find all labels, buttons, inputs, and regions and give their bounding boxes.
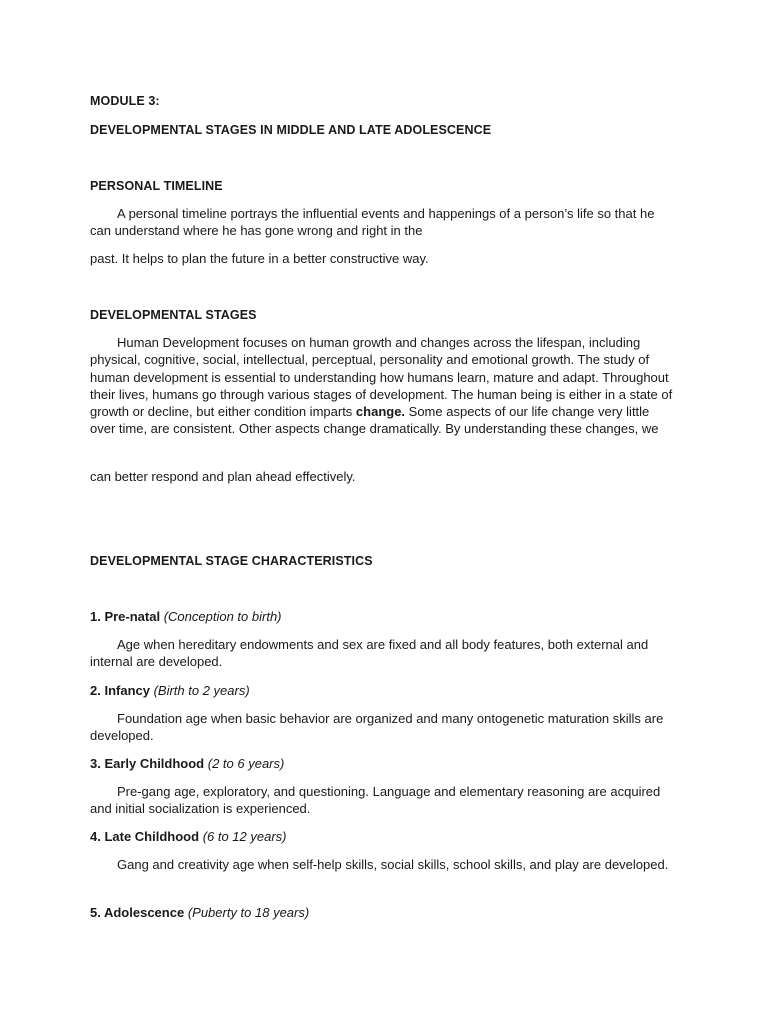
stage-title [90, 904, 678, 921]
characteristics-heading: DEVELOPMENTAL STAGE CHARACTERISTICS [90, 554, 373, 568]
stage-age-range: (Birth to 2 years) [153, 683, 250, 698]
paragraph-text: Human Development focuses on human growth and changes across the lifespan, including physical, cognitive, social, intellectual, perceptual, personality and emotional growth. The study of human development is essential to understanding how humans learn, mature and adapt. Throughout their lives, humans go through various stages of development. The human being is either in a state of growth or decline, but either condition imparts [90, 335, 673, 420]
developmental-stages-heading: DEVELOPMENTAL STAGES [90, 308, 257, 322]
stage-description: Gang and creativity age when self-help skills, social skills, school skills, and play are developed. [117, 857, 669, 872]
stage-age-range: (6 to 12 years) [202, 829, 287, 844]
stage-age-range: (Conception to birth) [163, 609, 282, 624]
stage-title [90, 828, 678, 845]
stage-age-range: (Puberty to 18 years) [187, 905, 310, 920]
personal-timeline-paragraph-2: past. It helps to plan the future in a better constructive way. [90, 251, 429, 266]
stage-description: Pre-gang age, exploratory, and questioning. Language and elementary reasoning are acquired and initial socialization is experienced. [90, 784, 661, 817]
module-label: MODULE 3: [90, 94, 160, 108]
paragraph-text: Some aspects of our life change very little over time, are consistent. Other aspects change dramatically. By understanding these changes, we [90, 404, 659, 437]
stage-name: 3. Early Childhood [90, 756, 205, 771]
emphasized-word: change. [355, 404, 406, 420]
developmental-stages-paragraph-2: can better respond and plan ahead effectively. [90, 469, 356, 484]
module-title: DEVELOPMENTAL STAGES IN MIDDLE AND LATE ADOLESCENCE [90, 123, 492, 137]
stage-name: 5. Adolescence [90, 905, 185, 920]
stage-name: 2. Infancy [90, 683, 150, 698]
stage-name: 4. Late Childhood [90, 829, 200, 844]
stage-title [90, 682, 678, 699]
stage-description: Age when hereditary endowments and sex are fixed and all body features, both external and internal are developed. [90, 637, 649, 670]
personal-timeline-paragraph-1: A personal timeline portrays the influential events and happenings of a person’s life so that he can understand where he has gone wrong and right in the [90, 206, 655, 239]
stage-age-range: (2 to 6 years) [207, 756, 285, 771]
stage-name: 1. Pre-natal [90, 609, 161, 624]
stage-title [90, 755, 678, 772]
personal-timeline-heading: PERSONAL TIMELINE [90, 179, 223, 193]
stage-description: Foundation age when basic behavior are organized and many ontogenetic maturation skills are developed. [90, 711, 664, 744]
stage-title [90, 608, 678, 625]
developmental-stages-paragraph-1 [90, 334, 678, 438]
